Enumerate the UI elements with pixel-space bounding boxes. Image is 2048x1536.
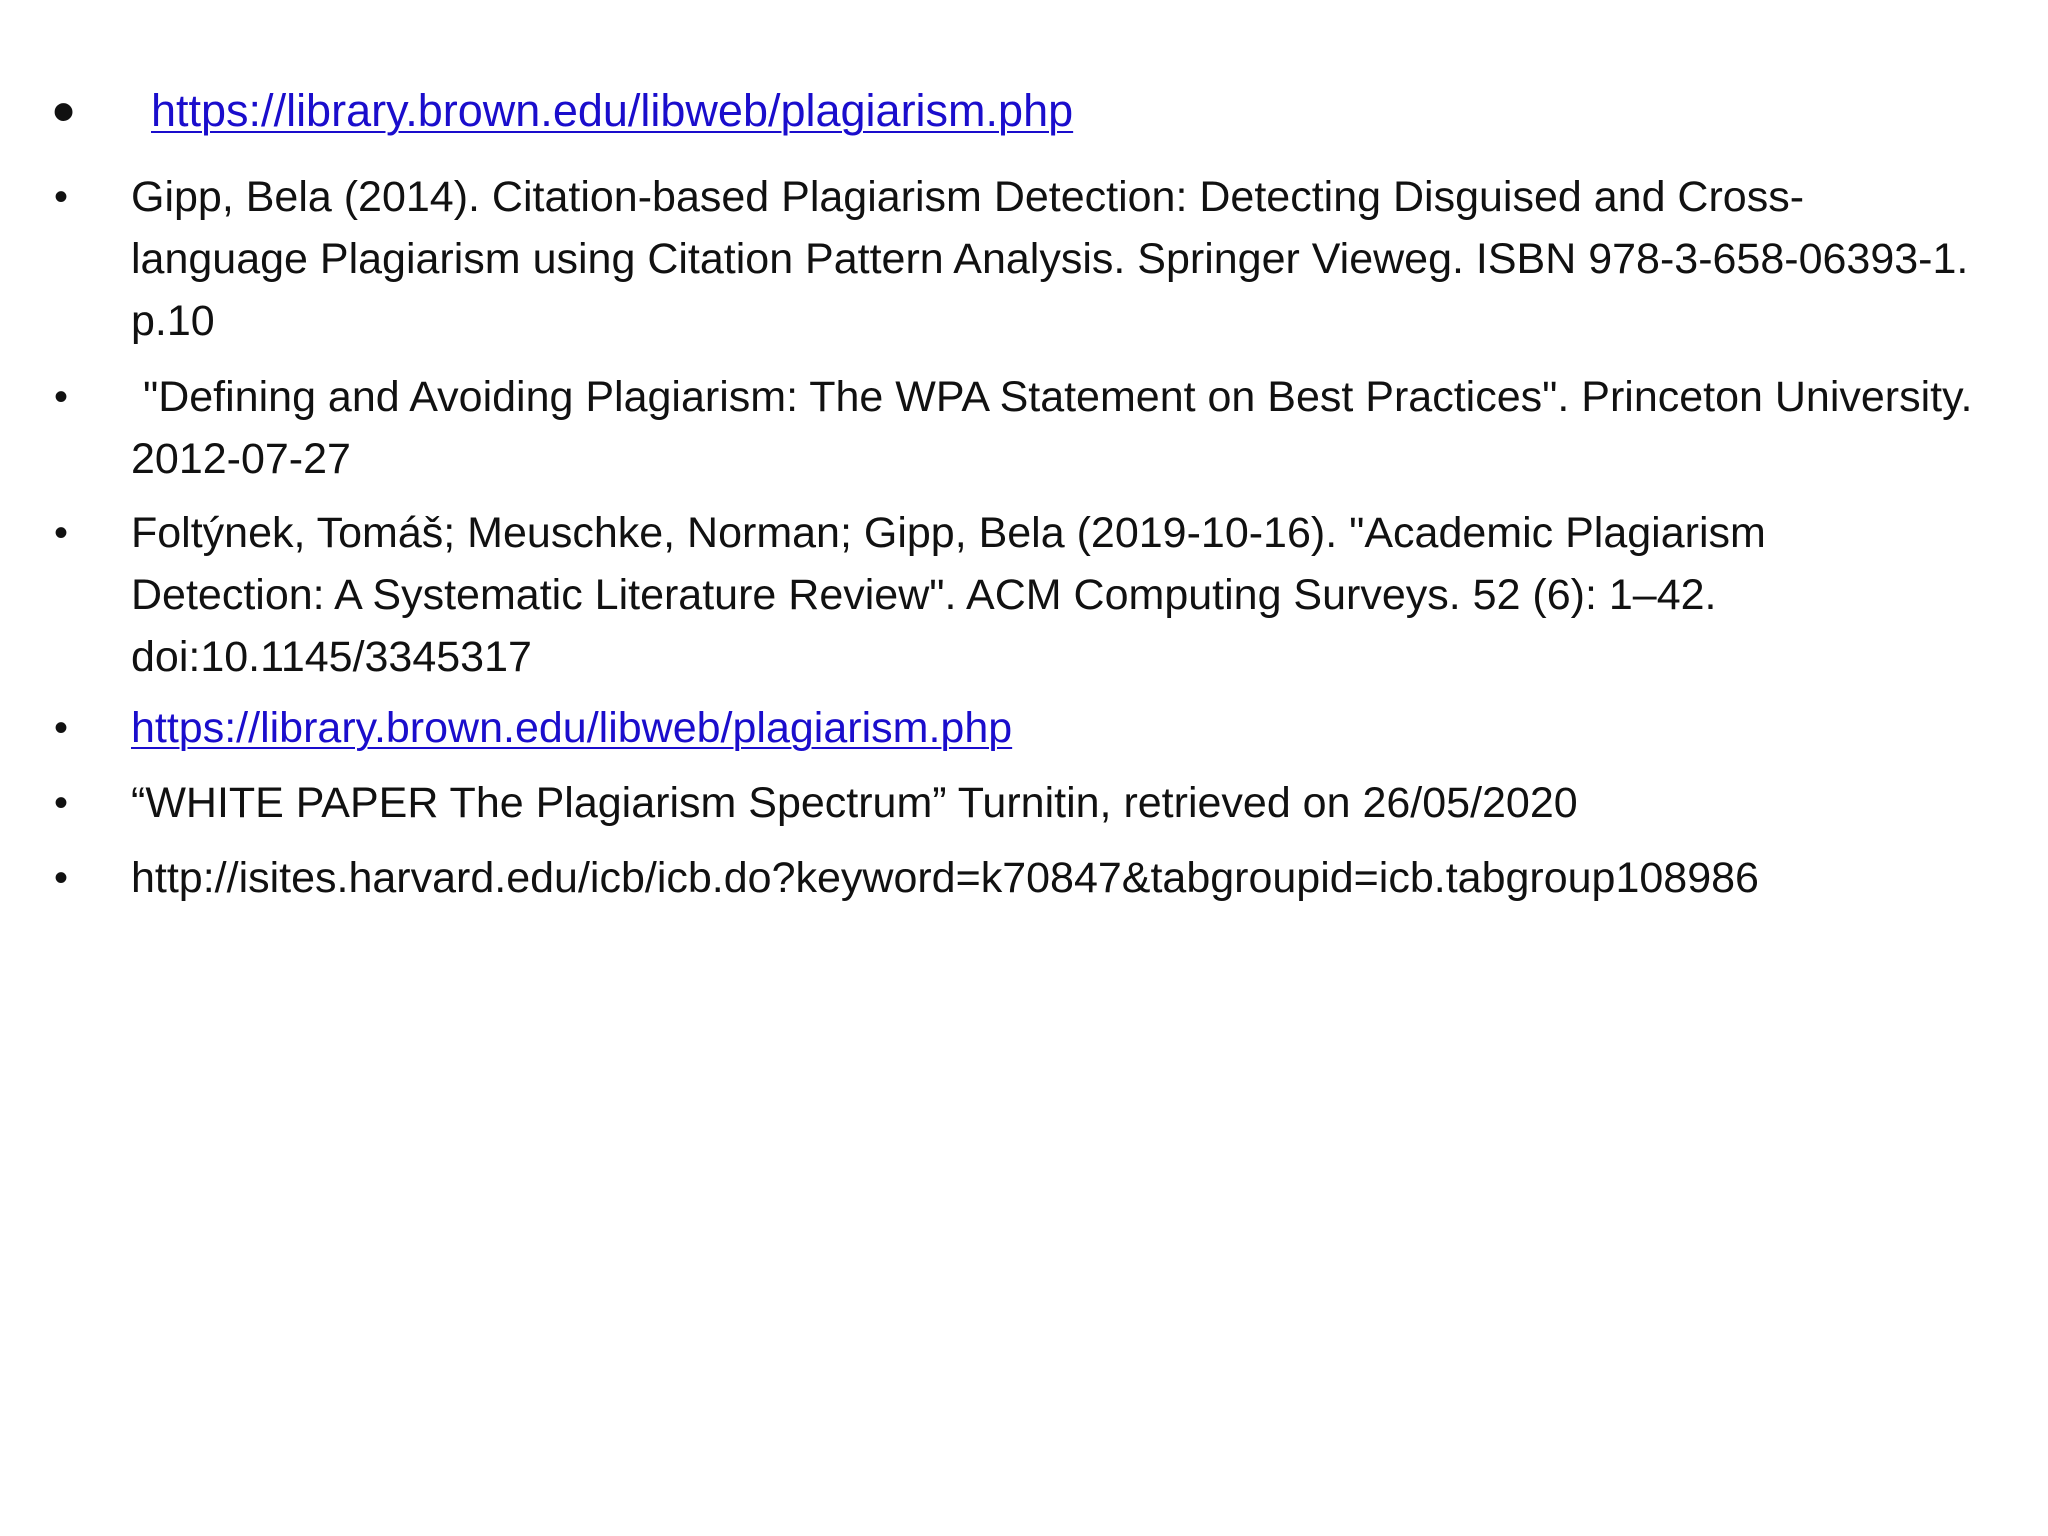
bullet-icon: • xyxy=(54,781,69,825)
reference-text: "Defining and Avoiding Plagiarism: The WPA Statement on Best Practices". Princeton University. 2012-07-27 xyxy=(131,373,1985,483)
reference-link[interactable]: https://library.brown.edu/libweb/plagiarism.php xyxy=(151,85,1074,136)
reference-text: Gipp, Bela (2014). Citation-based Plagiarism Detection: Detecting Disguised and Cross-language Plagiarism using Citation Pattern Analysis. Springer Vieweg. ISBN 978-3-658-06393-1. p.10 xyxy=(131,173,1981,345)
bullet-icon: • xyxy=(54,511,69,555)
reference-text: “WHITE PAPER The Plagiarism Spectrum” Turnitin, retrieved on 26/05/2020 xyxy=(131,779,1578,827)
bullet-icon: • xyxy=(54,375,69,419)
bullet-icon: • xyxy=(52,74,76,148)
reference-link[interactable]: https://library.brown.edu/libweb/plagiarism.php xyxy=(131,704,1013,752)
bullet-icon: • xyxy=(54,175,69,219)
reference-text: Foltýnek, Tomáš; Meuschke, Norman; Gipp, Bela (2019-10-16). "Academic Plagiarism Detection: A Systematic Literature Review". ACM Computing Surveys. 52 (6): 1–42. doi:10.1145/3345317 xyxy=(131,509,1778,681)
reference-text: http://isites.harvard.edu/icb/icb.do?keyword=k70847&tabgroupid=icb.tabgroup108986 xyxy=(131,854,1759,902)
bullet-icon: • xyxy=(54,856,69,900)
bullet-icon: • xyxy=(54,706,69,750)
